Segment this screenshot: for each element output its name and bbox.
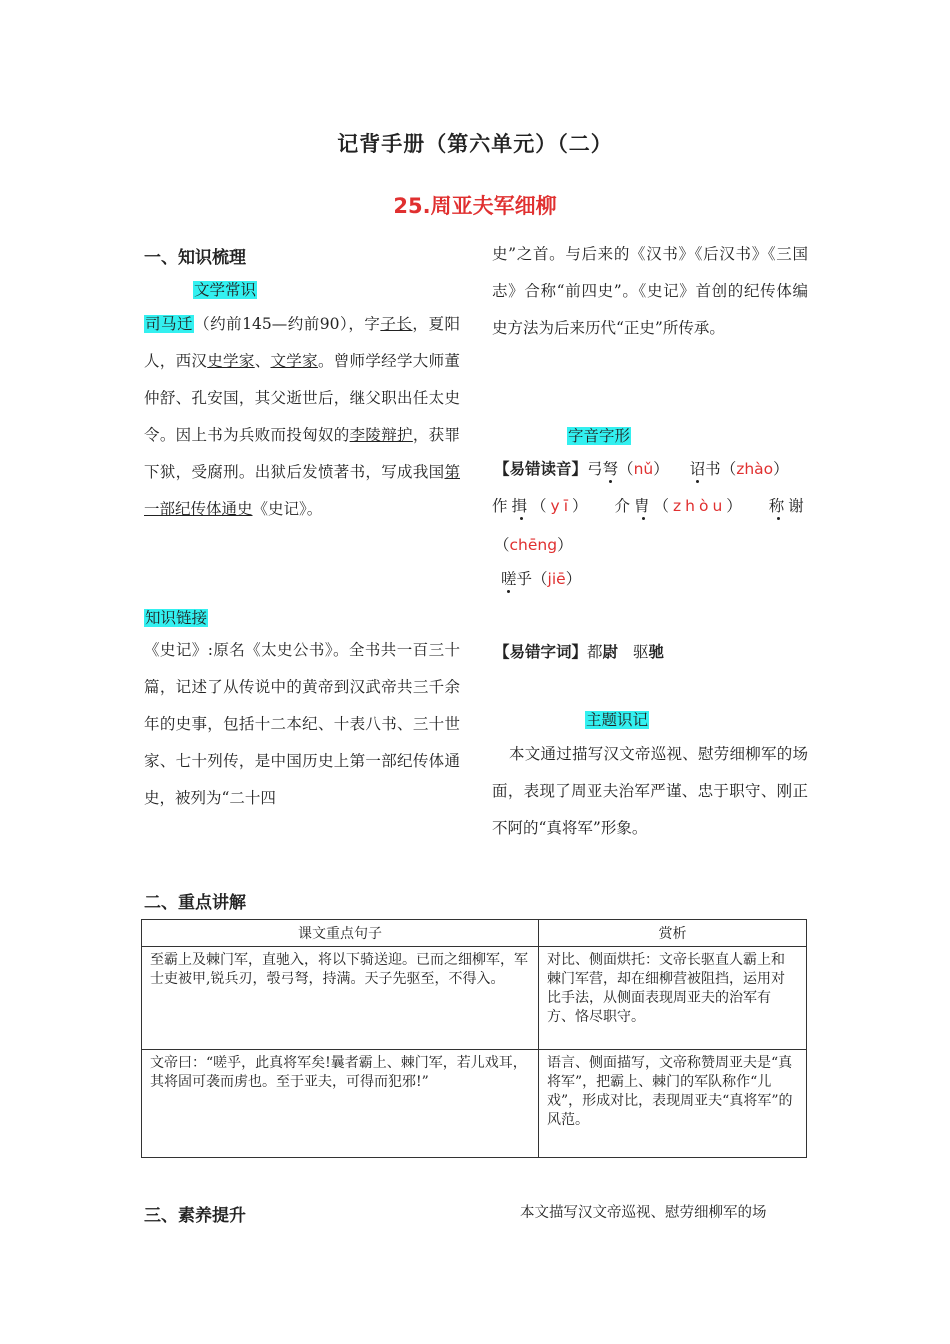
pron-label	[567, 424, 631, 446]
char-line	[494, 640, 664, 662]
char-0-bold: 尉	[602, 642, 619, 661]
pron-line-1: 【易错读音】弓弩（nǔ） 诏书（zhào）	[494, 459, 789, 478]
analysis-cell: 语言、侧面描写，文帝称赞周亚夫是“真将军”，把霸上、棘门的军队称作“儿戏”，形成对比，表现周亚夫“真将军”的风范。	[539, 1050, 807, 1158]
section1-heading: 一、知识梳理	[144, 248, 246, 268]
sentence-cell: 至霸上及棘门军，直驰入，将以下骑送迎。已而之细柳军，军士吏被甲,锐兵刃，彀弓弩，持满。天子先驱至，不得入。	[142, 947, 539, 1050]
pron-label-text: 字音字形	[568, 427, 631, 445]
link-label	[144, 606, 208, 628]
role-writer: 文学家	[270, 352, 318, 370]
char-1-bold: 驰	[648, 642, 665, 661]
first-history-work: 第一部纪传体通史	[144, 463, 460, 518]
pron-1-pinyin: zhào	[736, 460, 774, 478]
pron-2-pinyin: yī	[550, 497, 573, 515]
col-header-analysis: 赏析	[539, 920, 807, 947]
link-label-text: 知识链接	[145, 609, 208, 627]
table-row	[142, 1050, 807, 1158]
section2-heading: 二、重点讲解	[144, 893, 246, 913]
theme-text: 本文通过描写汉文帝巡视、慰劳细柳军的场面，表现了周亚夫治军严谨、忠于职守、刚正不阿的“真将军”形象。	[492, 745, 808, 837]
literary-t2: ，夏阳人，西汉	[144, 315, 460, 370]
pron-4-char: 称	[768, 497, 789, 515]
literary-label-text: 文学常识	[194, 281, 257, 299]
link-text-right: 史”之首。与后来的《汉书》《后汉书》《三国志》合称“前四史”。《史记》首创的纪传体编史方法为后来历代“正史”所传承。	[492, 245, 808, 337]
literary-t1: （约前145—约前90），字	[194, 315, 381, 333]
pron-line-4: 嗟乎（jiē）	[501, 570, 582, 588]
char-heading: 【易错字词】	[494, 642, 588, 661]
role-historian: 史学家	[207, 352, 255, 370]
pron-1-char: 诏	[689, 460, 706, 478]
pron-3-pre: 介	[614, 497, 634, 515]
author-name: 司马迁	[145, 315, 194, 333]
li-ling-event: 李陵辩护	[349, 426, 413, 444]
courtesy-name: 子长	[380, 315, 413, 333]
page-title: 记背手册（第六单元）（二）	[337, 132, 613, 156]
section3-text: 本文描写汉文帝巡视、慰劳细柳军的场	[520, 1205, 767, 1221]
theme-label	[585, 708, 649, 730]
pron-2-char: 揖	[511, 497, 532, 515]
pron-5-char: 嗟	[501, 570, 517, 588]
theme-label-text: 主题识记	[586, 711, 649, 729]
literary-t5: 《史记》。	[252, 500, 323, 518]
pron-0-pre: 弓	[587, 460, 603, 478]
pron-5-pinyin: jiē	[547, 570, 566, 588]
char-1-pre: 驱	[632, 643, 649, 661]
pron-line-3: （chēng）	[494, 536, 573, 554]
sentence-cell: 文帝曰：“嗟乎，此真将军矣!曩者霸上、棘门军，若儿戏耳，其将固可袭而虏也。至于亚夫，可得而犯邪!”	[142, 1050, 539, 1158]
pron-2-pre: 作	[492, 497, 512, 515]
pron-4-post: 谢	[788, 497, 808, 515]
pron-4-pinyin: chēng	[509, 536, 558, 554]
table-row	[142, 947, 807, 1050]
col-header-sentence: 课文重点句子	[142, 920, 539, 947]
char-0-pre: 都	[587, 643, 603, 661]
pron-3-pinyin: zhòu	[673, 497, 727, 515]
pron-5-post: 乎	[516, 570, 533, 588]
pron-line-2: 作揖（yī） 介胄（zhòu） 称谢	[492, 497, 808, 515]
literary-label	[193, 278, 257, 300]
literary-t3: 。曾师学经学大师董仲舒、孔安国，其父逝世后，继父职出任太史令。因上书为兵败而投匈奴的	[144, 352, 460, 444]
lesson-title: 25.周亚夫军细柳	[393, 194, 557, 218]
key-sentences-table	[141, 919, 807, 1158]
literary-paragraph	[144, 306, 460, 528]
literary-sep: 、	[254, 352, 271, 370]
pron-1-post: 书	[705, 460, 721, 478]
pron-0-char: 弩	[602, 460, 619, 478]
table-header-row	[142, 920, 807, 947]
pron-3-char: 胄	[633, 497, 654, 515]
literary-t4: ，获罪下狱，受腐刑。出狱后发愤著书，写成我国	[144, 426, 460, 481]
pron-0-pinyin: nǔ	[633, 460, 654, 478]
pron-heading: 【易错读音】	[494, 459, 588, 478]
link-text-left: 《史记》:原名《太史公书》。全书共一百三十篇，记述了从传说中的黄帝到汉武帝共三千余年的史事，包括十二本纪、十表八书、三十世家、七十列传，是中国历史上第一部纪传体通史，被列为“二十四	[144, 641, 460, 807]
section3-heading: 三、素养提升	[144, 1206, 246, 1226]
analysis-cell: 对比、侧面烘托：文帝长驱直人霸上和棘门军营，却在细柳营被阻挡，运用对比手法，从侧面表现周亚夫的治军有方、恪尽职守。	[539, 947, 807, 1050]
